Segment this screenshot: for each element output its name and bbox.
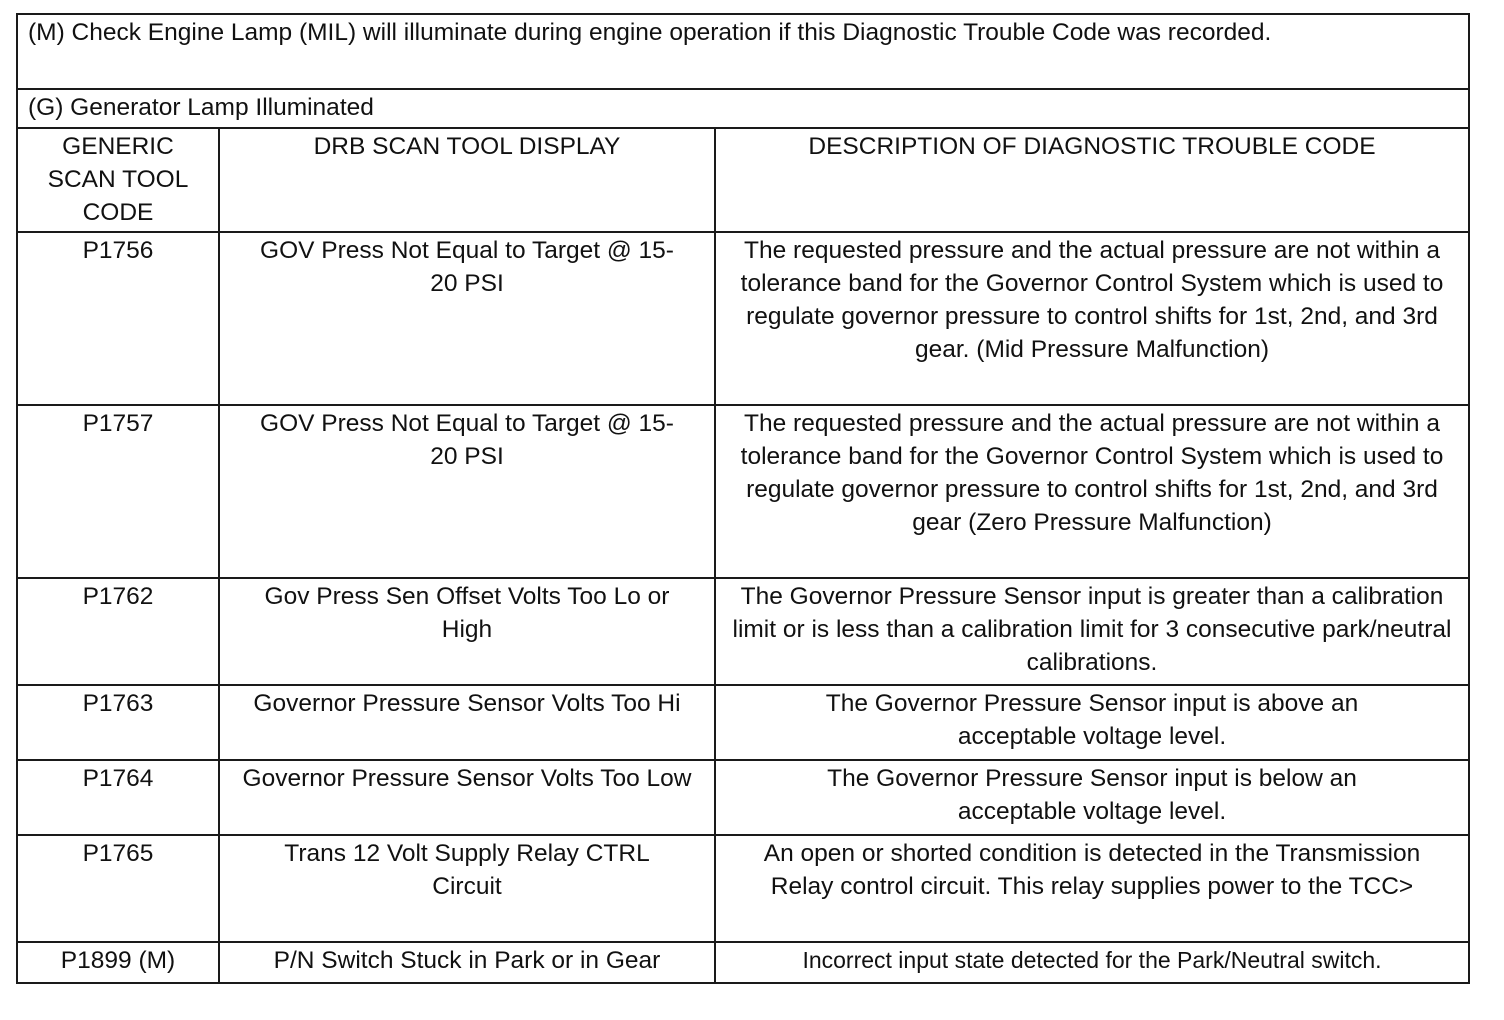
code-cell: P1757 [17, 405, 219, 578]
display-cell: Gov Press Sen Offset Volts Too Lo or High [219, 578, 715, 685]
table-row [17, 578, 1469, 685]
display-cell: GOV Press Not Equal to Target @ 15-20 PSI [219, 232, 715, 405]
description-cell: The Governor Pressure Sensor input is greater than a calibration limit or is less than a calibration limit for 3 consecutive park/neutral calibrations. [715, 578, 1469, 685]
code-cell: P1899 (M) [17, 942, 219, 983]
header-generic-code: GENERIC SCAN TOOL CODE [17, 128, 219, 232]
header-row [17, 128, 1469, 232]
table-row [17, 232, 1469, 405]
table-row [17, 405, 1469, 578]
code-cell: P1764 [17, 760, 219, 835]
display-cell: Governor Pressure Sensor Volts Too Low [219, 760, 715, 835]
display-cell: Trans 12 Volt Supply Relay CTRL Circuit [219, 835, 715, 942]
note-generator: (G) Generator Lamp Illuminated [17, 89, 1469, 128]
table-row [17, 760, 1469, 835]
note-row-generator [17, 89, 1469, 128]
code-cell: P1762 [17, 578, 219, 685]
header-drb-display: DRB SCAN TOOL DISPLAY [219, 128, 715, 232]
description-cell: The requested pressure and the actual pressure are not within a tolerance band for the Governor Control System which is used to regulate governor pressure to control shifts for 1st, 2nd, and 3rd gear (Zero Pressure Malfunction) [715, 405, 1469, 578]
display-cell: Governor Pressure Sensor Volts Too Hi [219, 685, 715, 760]
note-mil: (M) Check Engine Lamp (MIL) will illuminate during engine operation if this Diagnostic Trouble Code was recorded. [17, 14, 1469, 89]
code-cell: P1763 [17, 685, 219, 760]
description-cell: The Governor Pressure Sensor input is below an acceptable voltage level. [715, 760, 1469, 835]
display-cell: GOV Press Not Equal to Target @ 15-20 PSI [219, 405, 715, 578]
table-row [17, 685, 1469, 760]
dtc-table [16, 13, 1470, 984]
code-cell: P1756 [17, 232, 219, 405]
code-cell: P1765 [17, 835, 219, 942]
description-cell: The Governor Pressure Sensor input is above an acceptable voltage level. [715, 685, 1469, 760]
display-cell: P/N Switch Stuck in Park or in Gear [219, 942, 715, 983]
description-cell: Incorrect input state detected for the Park/Neutral switch. [715, 942, 1469, 983]
note-row-mil [17, 14, 1469, 89]
table-row [17, 835, 1469, 942]
table-row [17, 942, 1469, 983]
header-description: DESCRIPTION OF DIAGNOSTIC TROUBLE CODE [715, 128, 1469, 232]
dtc-document [16, 13, 1468, 984]
description-cell: An open or shorted condition is detected in the Transmission Relay control circuit. This relay supplies power to the TCC> [715, 835, 1469, 942]
description-cell: The requested pressure and the actual pressure are not within a tolerance band for the Governor Control System which is used to regulate governor pressure to control shifts for 1st, 2nd, and 3rd gear. (Mid Pressure Malfunction) [715, 232, 1469, 405]
